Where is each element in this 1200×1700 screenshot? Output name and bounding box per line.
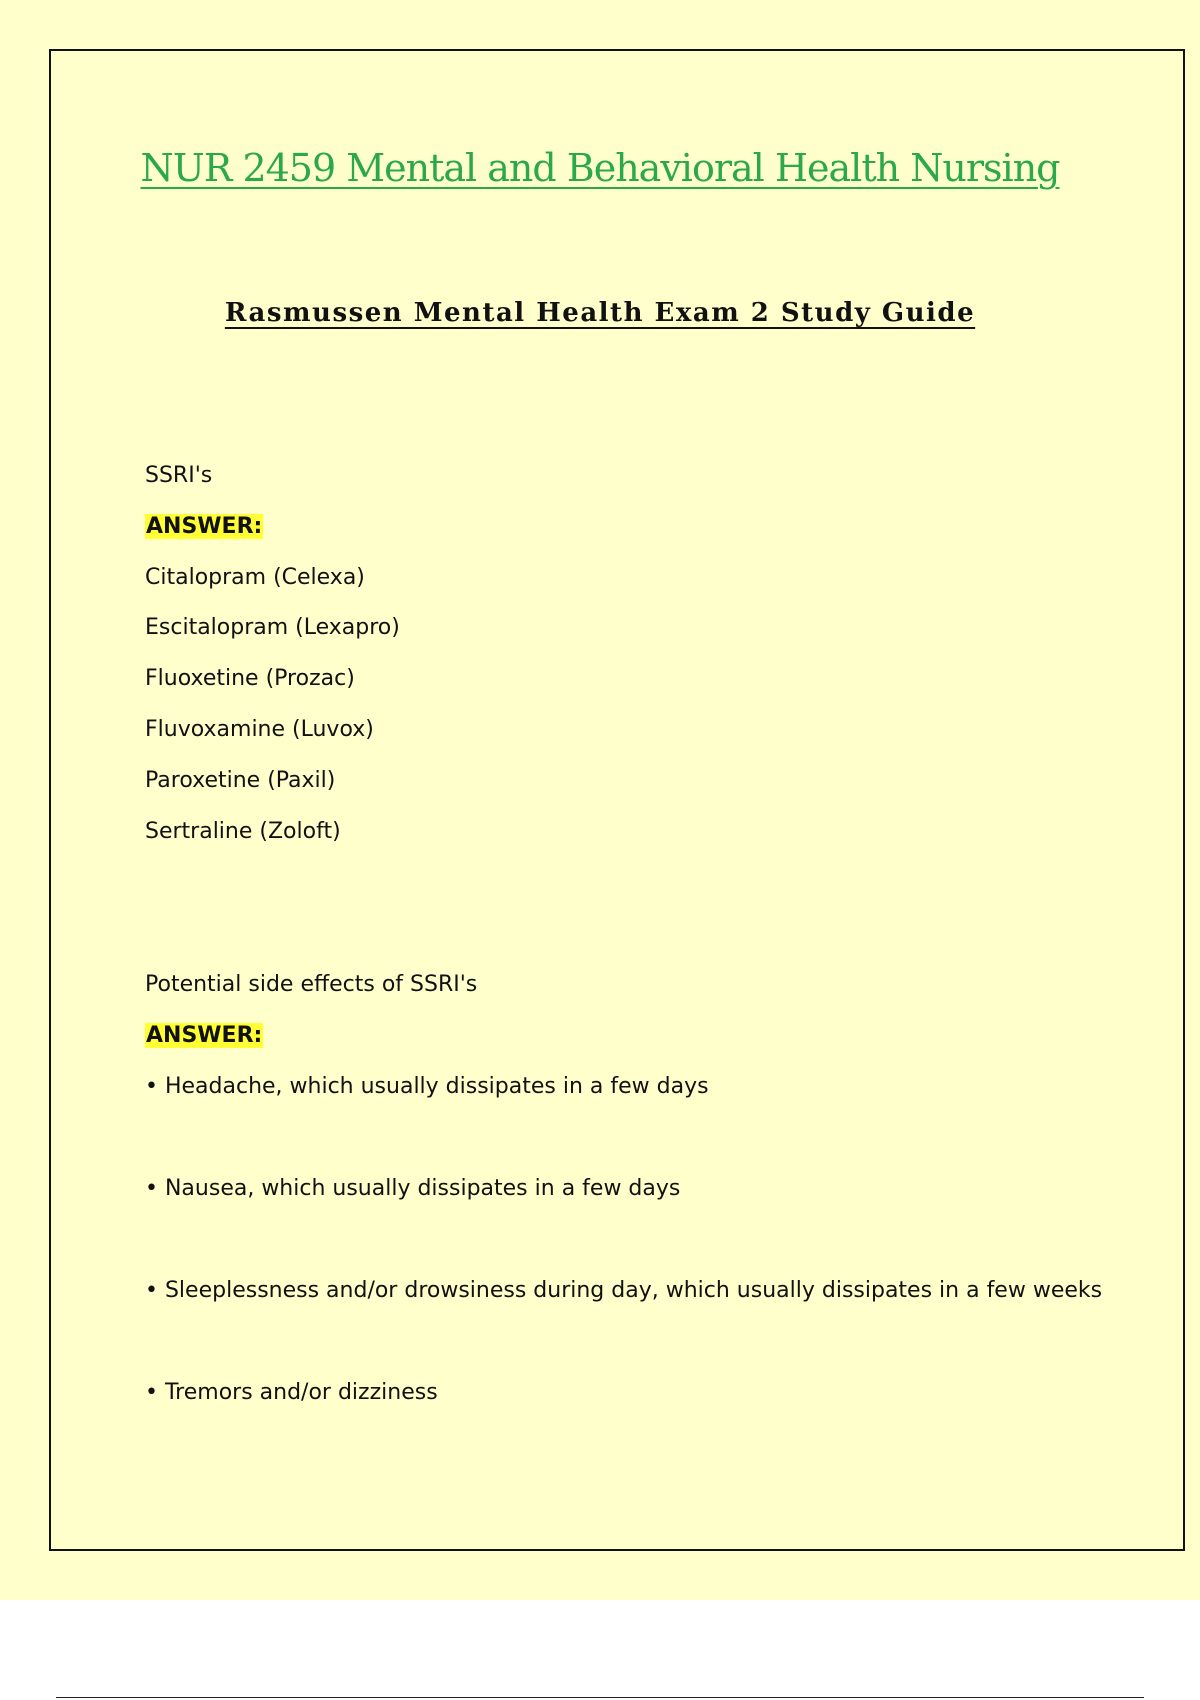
answer-label — [145, 513, 263, 541]
document-frame — [49, 49, 1185, 1551]
bullet-item: • Tremors and/or dizziness — [145, 1380, 438, 1405]
list-item: Fluvoxamine (Luvox) — [145, 717, 374, 742]
footer-divider — [56, 1697, 1144, 1698]
list-item: Escitalopram (Lexapro) — [145, 615, 400, 640]
list-item: Paroxetine (Paxil) — [145, 768, 336, 793]
document-subtitle: Rasmussen Mental Health Exam 2 Study Guide — [224, 298, 976, 328]
answer-highlight: ANSWER: — [146, 1023, 263, 1048]
bullet-item: • Nausea, which usually dissipates in a few days — [145, 1176, 681, 1201]
list-item: Sertraline (Zoloft) — [145, 819, 341, 844]
answer-label — [145, 1022, 263, 1050]
list-item: Citalopram (Celexa) — [145, 565, 365, 590]
document-title: NUR 2459 Mental and Behavioral Health Nursing — [140, 146, 1060, 190]
answer-highlight: ANSWER: — [146, 514, 263, 539]
bullet-item: • Sleeplessness and/or drowsiness during day, which usually dissipates in a few weeks — [145, 1278, 1103, 1303]
list-item: Fluoxetine (Prozac) — [145, 666, 355, 691]
question-side-effects: Potential side effects of SSRI's — [145, 972, 478, 997]
question-ssris: SSRI's — [145, 463, 213, 488]
bullet-item: • Headache, which usually dissipates in a few days — [145, 1074, 709, 1099]
